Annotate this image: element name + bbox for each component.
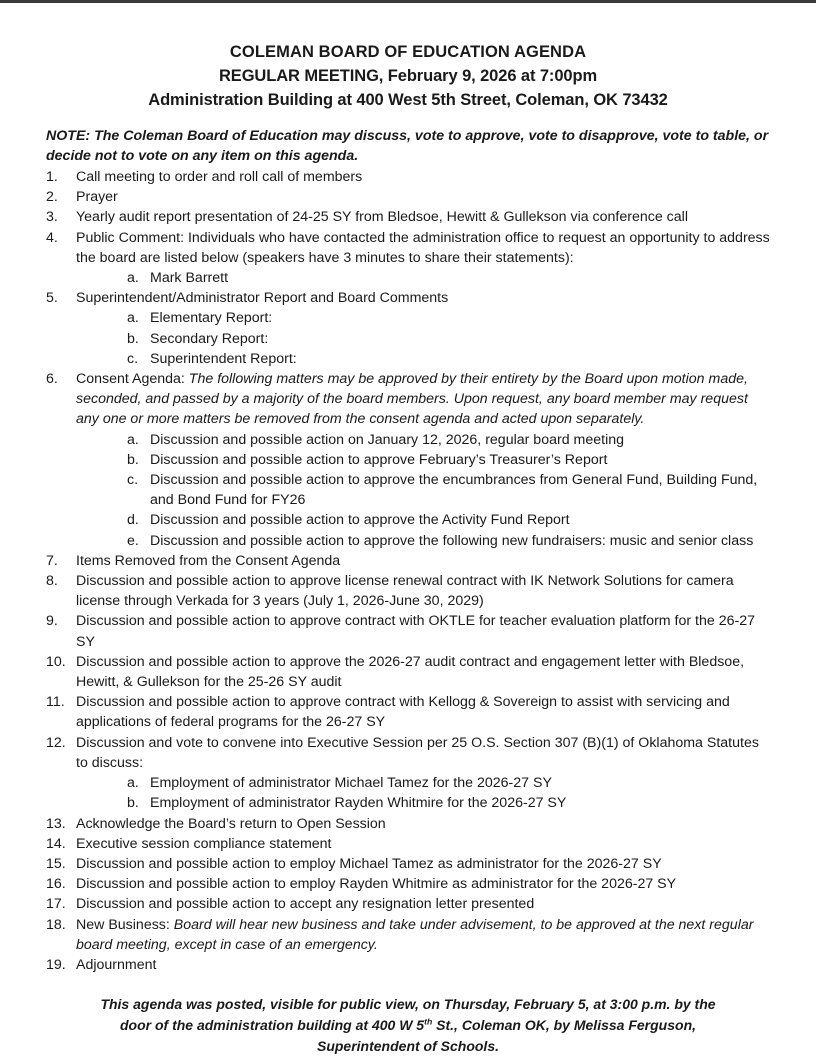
title-line-location: Administration Building at 400 West 5th Street, Coleman, OK 73432 bbox=[148, 91, 668, 109]
agenda-item-number: 5. bbox=[46, 290, 58, 307]
agenda-item bbox=[46, 834, 770, 854]
agenda-subitem bbox=[76, 793, 770, 813]
agenda-item-text: Executive session compliance statement bbox=[76, 835, 332, 852]
agenda-item-number: 10. bbox=[46, 653, 66, 670]
agenda-item-text bbox=[76, 369, 770, 430]
agenda-subitem-text: Secondary Report: bbox=[150, 330, 269, 347]
agenda-item bbox=[46, 814, 770, 834]
agenda-subitem bbox=[76, 773, 770, 793]
agenda-subitem-text: Employment of administrator Michael Tamez for the 2026-27 SY bbox=[150, 775, 552, 792]
agenda-item-number: 15. bbox=[46, 855, 66, 872]
agenda-item bbox=[46, 733, 770, 814]
agenda-item-number: 8. bbox=[46, 573, 58, 590]
agenda-item bbox=[46, 874, 770, 894]
agenda-subitem-letter: b. bbox=[127, 451, 139, 468]
posting-statement bbox=[46, 994, 770, 1057]
agenda-item-number: 18. bbox=[46, 916, 66, 933]
agenda-subitem-letter: e. bbox=[127, 532, 139, 549]
agenda-item-text: Items Removed from the Consent Agenda bbox=[76, 552, 341, 569]
agenda-subitem-letter: b. bbox=[127, 795, 139, 812]
agenda-item-number: 12. bbox=[46, 734, 66, 751]
agenda-item-text: Yearly audit report presentation of 24-25 SY from Bledsoe, Hewitt & Gullekson via conference call bbox=[76, 209, 688, 226]
posting-statement-part1: This agenda was posted, visible for public view, on Thursday, February 5, at 3:00 p.m. by the door of the administration building at 400 W 5 bbox=[100, 996, 716, 1034]
agenda-item-text: Discussion and possible action to approve contract with OKTLE for teacher evaluation platform for the 26-27 SY bbox=[76, 613, 755, 650]
agenda-item-text: Call meeting to order and roll call of members bbox=[76, 169, 363, 185]
agenda-item-text: Discussion and possible action to approve the 2026-27 audit contract and engagement letter with Bledsoe, Hewitt, & Gullekson for the 25-26 SY audit bbox=[76, 653, 745, 691]
agenda-item bbox=[46, 187, 770, 207]
agenda-item-number: 17. bbox=[46, 896, 66, 913]
agenda-item-text: Acknowledge the Board’s return to Open Session bbox=[76, 815, 386, 832]
agenda-item bbox=[46, 955, 770, 975]
agenda-item-text: Prayer bbox=[76, 189, 118, 206]
agenda-item bbox=[46, 854, 770, 874]
agenda-subitem bbox=[76, 308, 770, 328]
agenda-item-number: 2. bbox=[46, 189, 58, 206]
agenda-subitem-letter: a. bbox=[127, 310, 139, 327]
agenda-item-lead: Consent Agenda: bbox=[76, 371, 185, 388]
agenda-item bbox=[46, 611, 770, 651]
agenda-subitem-letter: c. bbox=[127, 472, 139, 489]
agenda-subitem-letter: b. bbox=[127, 330, 139, 347]
agenda-item-number: 16. bbox=[46, 876, 66, 893]
agenda-item bbox=[46, 369, 770, 551]
agenda-sublist bbox=[76, 430, 770, 551]
agenda-subitem bbox=[76, 450, 770, 470]
agenda-sublist bbox=[76, 308, 770, 369]
agenda-item bbox=[46, 692, 770, 732]
agenda-item-text: Discussion and possible action to employ Rayden Whitmire as administrator for the 2026-27 SY bbox=[76, 876, 677, 893]
agenda-item-text: Discussion and possible action to approve license renewal contract with IK Network Solutions for camera license through Verkada for 3 years (July 1, 2026-June 30, 2029) bbox=[76, 573, 734, 610]
agenda-item-text: Adjournment bbox=[76, 956, 157, 973]
agenda-subitem-letter: a. bbox=[127, 431, 139, 448]
agenda-note: NOTE: The Coleman Board of Education may discuss, vote to approve, vote to disapprove, vote to table, or decide not to vote on any item on this agenda. bbox=[46, 128, 769, 164]
agenda-item-lead: New Business: bbox=[76, 916, 170, 933]
agenda-item-number: 1. bbox=[46, 169, 58, 185]
agenda-subitem-letter: c. bbox=[127, 350, 139, 367]
agenda-subitem-text: Discussion and possible action to approve February’s Treasurer’s Report bbox=[150, 451, 608, 468]
agenda-subitem-text: Superintendent Report: bbox=[150, 350, 297, 367]
agenda-item bbox=[46, 551, 770, 571]
ordinal-suffix: th bbox=[424, 1016, 433, 1027]
agenda-subitem-letter: a. bbox=[127, 775, 139, 792]
agenda-subitem-text: Mark Barrett bbox=[150, 270, 229, 287]
agenda-item bbox=[46, 894, 770, 914]
agenda-item-number: 11. bbox=[46, 694, 65, 711]
agenda-item-number: 4. bbox=[46, 229, 58, 246]
agenda-item-number: 13. bbox=[46, 815, 66, 832]
page-title bbox=[46, 40, 770, 112]
agenda-subitem bbox=[76, 268, 770, 288]
agenda-item bbox=[46, 167, 770, 187]
agenda-item-text: Superintendent/Administrator Report and Board Comments bbox=[76, 290, 449, 307]
posting-statement-part2: St., Coleman OK, by Melissa Ferguson, Superintendent of Schools. bbox=[316, 1017, 697, 1055]
agenda-subitem-text: Discussion and possible action on January 12, 2026, regular board meeting bbox=[150, 431, 624, 448]
agenda-subitem bbox=[76, 531, 770, 551]
agenda-item bbox=[46, 915, 770, 955]
agenda-item-number: 3. bbox=[46, 209, 58, 226]
agenda-item-description: The following matters may be approved by their entirety by the Board upon motion made, seconded, and passed by a majority of the board members. Upon request, any board member may request any one or more matters be removed from the consent agenda and acted upon separately. bbox=[76, 371, 748, 428]
agenda-item-number: 9. bbox=[46, 613, 58, 630]
agenda-item-description: Board will hear new business and take under advisement, to be approved at the next regular board meeting, except in case of an emergency. bbox=[76, 916, 754, 953]
agenda-subitem-text: Discussion and possible action to approve the Activity Fund Report bbox=[150, 512, 570, 529]
agenda-subitem bbox=[76, 510, 770, 530]
agenda-subitem-text: Employment of administrator Rayden Whitmire for the 2026-27 SY bbox=[150, 795, 567, 812]
agenda-item-text: Discussion and possible action to approve contract with Kellogg & Sovereign to assist with servicing and applications of federal programs for the 26-27 SY bbox=[76, 694, 730, 731]
agenda-item bbox=[46, 571, 770, 611]
agenda-item-text: Discussion and possible action to accept any resignation letter presented bbox=[76, 896, 535, 913]
agenda-item-text: Public Comment: Individuals who have contacted the administration office to request an opportunity to address the board are listed below (speakers have 3 minutes to share their statements): bbox=[76, 229, 770, 266]
agenda-subitem-letter: a. bbox=[127, 270, 139, 287]
agenda-subitem bbox=[76, 470, 770, 510]
agenda-subitem-text: Discussion and possible action to approve the encumbrances from General Fund, Building Fund, and Bond Fund for FY26 bbox=[150, 472, 758, 509]
agenda-item-text: Discussion and possible action to employ Michael Tamez as administrator for the 2026-27 SY bbox=[76, 855, 662, 872]
agenda-subitem bbox=[76, 329, 770, 349]
agenda-item-number: 19. bbox=[46, 956, 66, 973]
agenda-subitem-text: Discussion and possible action to approve the following new fundraisers: music and senior class bbox=[150, 532, 754, 549]
agenda-item bbox=[46, 207, 770, 227]
agenda-sublist bbox=[76, 268, 770, 288]
agenda-list bbox=[46, 167, 770, 975]
agenda-subitem-letter: d. bbox=[127, 512, 139, 529]
agenda-item bbox=[46, 288, 770, 369]
agenda-subitem bbox=[76, 430, 770, 450]
agenda-subitem-text: Elementary Report: bbox=[150, 310, 273, 327]
agenda-sublist bbox=[76, 773, 770, 813]
title-line-organization: COLEMAN BOARD OF EDUCATION AGENDA bbox=[229, 43, 587, 61]
agenda-subitem bbox=[76, 349, 770, 369]
agenda-item-number: 6. bbox=[46, 371, 58, 388]
agenda-item-text bbox=[76, 915, 770, 955]
title-line-meeting: REGULAR MEETING, February 9, 2026 at 7:00pm bbox=[218, 67, 598, 85]
agenda-item-number: 14. bbox=[46, 835, 66, 852]
agenda-item bbox=[46, 228, 770, 289]
agenda-item-text: Discussion and vote to convene into Executive Session per 25 O.S. Section 307 (B)(1) of Oklahoma Statutes to discuss: bbox=[76, 734, 759, 771]
agenda-item-number: 7. bbox=[46, 552, 58, 569]
agenda-item bbox=[46, 652, 770, 692]
